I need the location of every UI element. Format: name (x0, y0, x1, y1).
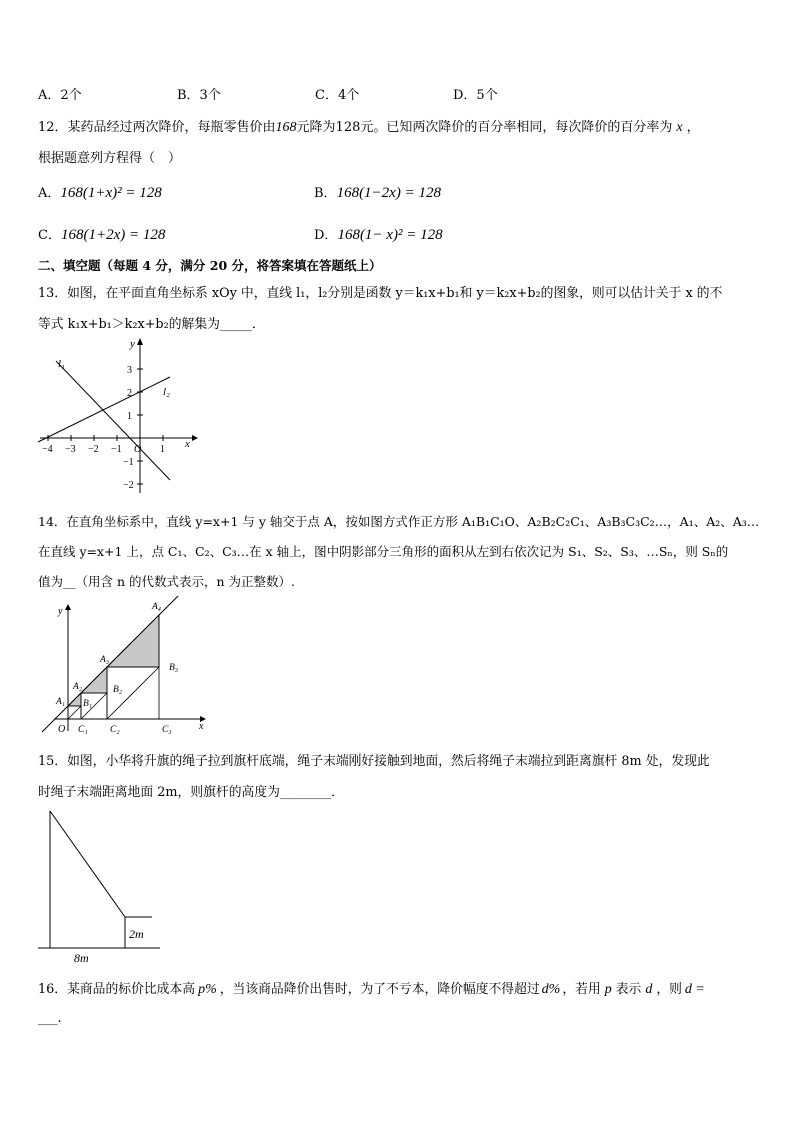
label-a3: A₃ (100, 655, 110, 665)
q14-stem-line3: 值为__（用含 n 的代数式表示，n 为正整数）. (38, 574, 295, 589)
q15-stem-line1: 15．如图，小华将升旗的绳子拉到旗杆底端，绳子末端刚好接触到地面，然后将绳子末端拉到距离旗杆 8m 处，发现此 (38, 754, 710, 769)
q12-option-b-label: B． (314, 186, 337, 201)
q16-p-percent: p% (198, 982, 217, 997)
label-c2: C₂ (110, 725, 120, 735)
y-tick-label: 1 (127, 411, 132, 422)
l2-label: l₂ (163, 386, 170, 398)
label-a1: A₁ (56, 697, 66, 707)
q12-option-b (314, 182, 441, 202)
q14-figure (34, 596, 214, 738)
q14-stem-line1: 14．在直角坐标系中，直线 y=x+1 与 y 轴交于点 A，按如图方式作正方形 A₁B₁C₁O、A₂B₂C₂C₁、A₃B₃C₃C₂…，A₁、A₂、A₃… (38, 514, 760, 529)
q16-p: p (604, 982, 612, 997)
q16-text-e: ，则 (656, 982, 682, 997)
x-tick-label: −4 (42, 444, 53, 455)
y-axis-arrow (137, 338, 143, 345)
q16-text-b: ，当该商品降价出售时，为了不亏本，降价幅度不得超过 (219, 982, 540, 997)
label-c3: C₃ (162, 725, 172, 735)
x-tick-label: 1 (160, 444, 165, 455)
q12-stem-line1 (38, 116, 700, 136)
q15-stem-line2: 时绳子末端距离地面 2m，则旗杆的高度为________． (38, 785, 344, 800)
q15-figure (36, 806, 166, 966)
section-title: 二、填空题（每题 4 分，满分 20 分，将答案填在答题纸上） (38, 258, 382, 273)
origin-label: O (58, 724, 66, 735)
label-b1: B₁ (83, 699, 93, 709)
q12-text-b: 元降为128元。已知两次降价的百分率相同，每次降价的百分率为 (296, 120, 673, 135)
x-axis-arrow (192, 435, 198, 441)
y-axis-arrow (65, 604, 71, 610)
q11-option-a: A．2个 (38, 88, 82, 103)
q16-d-equals: d = (684, 982, 705, 997)
label-b3: B₃ (169, 663, 179, 673)
rope (50, 811, 125, 917)
q12-option-d-label: D． (314, 228, 338, 243)
label-a2: A₂ (73, 682, 83, 692)
q12-option-a-eq: 168(1+x)² = 128 (60, 185, 162, 201)
q11-option-c: C．4个 (315, 88, 360, 103)
label-c1: C₁ (78, 725, 88, 735)
q12-option-b-eq: 168(1−2x) = 128 (336, 185, 441, 201)
y-axis-label: y (130, 338, 135, 350)
q12-option-d-eq: 168(1− x)² = 128 (337, 227, 443, 243)
line-l1 (56, 361, 170, 480)
q12-option-a-label: A． (38, 186, 61, 201)
diagonal-1b (68, 706, 81, 719)
y-tick-label: 3 (127, 365, 132, 376)
q12-option-c-label: C． (38, 228, 61, 243)
q12-price-from: 168 (275, 120, 297, 135)
q12-option-a (38, 182, 162, 202)
y-tick-label: −1 (123, 457, 134, 468)
q16-d: d (645, 982, 653, 997)
q12-text-a: 12．某药品经过两次降价，每瓶零售价由 (38, 120, 276, 135)
q16-text-c: ，若用 (562, 982, 601, 997)
q12-text-c: ， (686, 120, 700, 135)
q16-d-percent: d% (541, 982, 561, 997)
x-axis-label: x (199, 721, 204, 732)
q12-stem-line2: 根据题意列方程得（ ） (38, 151, 182, 166)
y-tick-label: 2 (127, 388, 132, 399)
q12-variable: x (676, 120, 683, 135)
origin-label: O (134, 444, 142, 455)
q13-stem-line2: 等式 k₁x+b₁＞k₂x+b₂的解集为_____． (38, 317, 265, 332)
q13-stem-line1: 13．如图，在平面直角坐标系 xOy 中，直线 l₁，l₂分别是函数 y＝k₁x+b₁和 y＝k₂x+b₂的图象，则可以估计关于 x 的不 (38, 286, 723, 301)
y-tick-label: −2 (123, 480, 134, 491)
q16-stem-line2: ___. (38, 1011, 62, 1026)
q16-text-a: 16．某商品的标价比成本高 (38, 982, 196, 997)
x-axis-label: x (185, 438, 190, 450)
q16-text-d: 表示 (615, 982, 642, 997)
q16-stem-line1 (38, 978, 705, 998)
q11-option-d: D．5个 (453, 88, 498, 103)
q12-option-d (314, 224, 443, 244)
l1-label: l₁ (58, 358, 65, 370)
q14-stem-line2: 在直线 y=x+1 上，点 C₁、C₂、C₃…在 x 轴上，图中阴影部分三角形的面积从左到右依次记为 S₁、S₂、S₃、…Sₙ，则 Sₙ的 (38, 544, 729, 559)
q11-option-b: B．3个 (177, 88, 221, 103)
q12-option-c (38, 224, 165, 244)
label-b2: B₂ (113, 685, 123, 695)
y-axis-label: y (58, 606, 63, 617)
q13-figure (30, 335, 205, 495)
line-l2 (38, 377, 170, 442)
label-a4: A₄ (152, 602, 162, 612)
x-tick-label: −1 (111, 444, 122, 455)
base-label: 8m (74, 951, 89, 965)
x-tick-label: −2 (88, 444, 99, 455)
height-label: 2m (129, 927, 144, 941)
x-tick-label: −3 (65, 444, 76, 455)
q12-option-c-eq: 168(1+2x) = 128 (60, 227, 166, 243)
